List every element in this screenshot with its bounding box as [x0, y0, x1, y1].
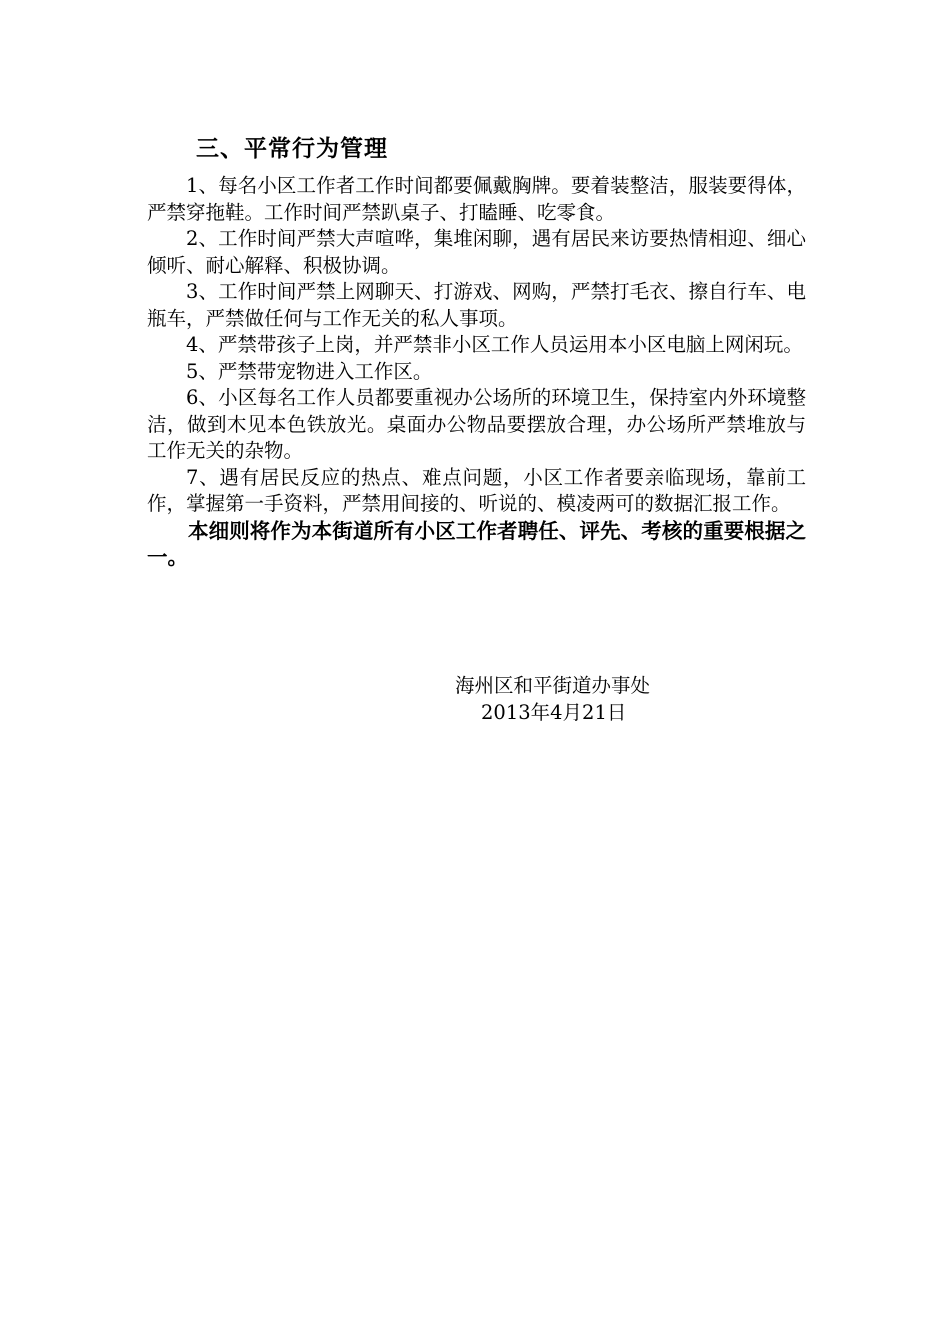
rule-item-6: 6、小区每名工作人员都要重视办公场所的环境卫生，保持室内外环境整洁，做到木见本色铁放光。桌面办公物品要摆放合理，办公场所严禁堆放与工作无关的杂物。 — [147, 386, 806, 462]
signature-organization: 海州区和平街道办事处 — [455, 674, 651, 697]
rule-item-4: 4、严禁带孩子上岗，并严禁非小区工作人员运用本小区电脑上网闲玩。 — [186, 333, 803, 356]
section-heading: 三、平常行为管理 — [196, 135, 388, 162]
rule-item-1: 1、每名小区工作者工作时间都要佩戴胸牌。要着装整洁，服装要得体，严禁穿拖鞋。工作时间严禁趴桌子、打瞌睡、吃零食。 — [147, 174, 806, 224]
rule-item-5: 5、严禁带宠物进入工作区。 — [186, 359, 433, 383]
rule-item-3: 3、工作时间严禁上网聊天、打游戏、网购，严禁打毛衣、擦自行车、电瓶车，严禁做任何与工作无关的私人事项。 — [147, 280, 806, 330]
signature-date: 2013年4月21日 — [481, 700, 627, 724]
document-body — [147, 173, 806, 571]
rule-item-7: 7、遇有居民反应的热点、难点问题，小区工作者要亲临现场，靠前工作，掌握第一手资料，严禁用间接的、听说的、模凌两可的数据汇报工作。 — [147, 465, 806, 515]
rule-item-2: 2、工作时间严禁大声喧哗，集堆闲聊，遇有居民来访要热情相迎、细心倾听、耐心解释、积极协调。 — [147, 227, 806, 277]
signature-block — [455, 673, 715, 726]
closing-statement: 本细则将作为本街道所有小区工作者聘任、评先、考核的重要根据之一。 — [147, 518, 806, 569]
